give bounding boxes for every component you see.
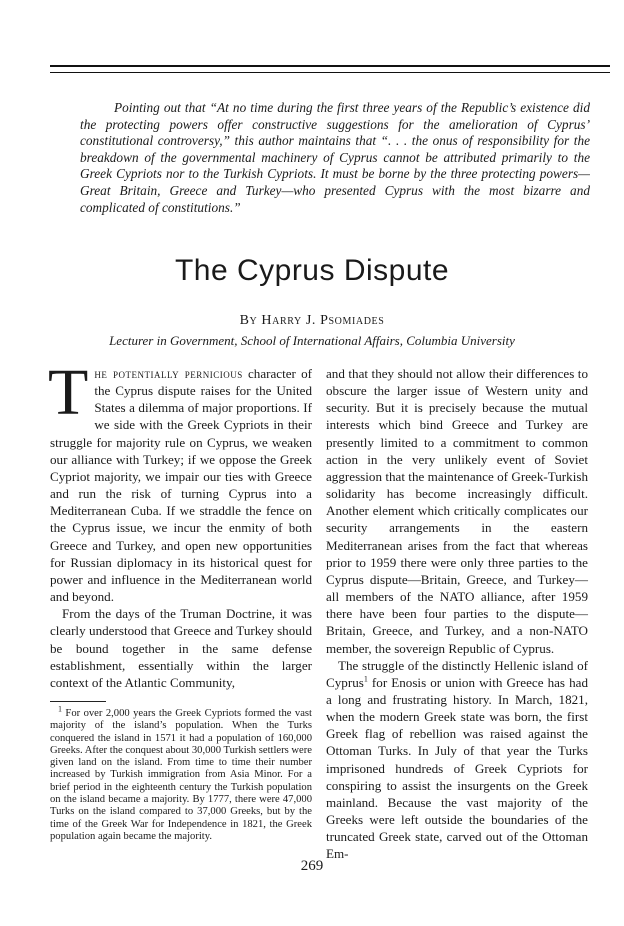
paragraph-4-text-b: for Enosis or union with Greece has had a long and frustrating history. In March, 1821, when the modern Greek state was born, the first Greek flag of rebellion was raised against the Ottoman Turks. In July of that year the Turks imprisoned hundreds of Greek Cypriots for conspiring to assist the insurgents on the Greek mainland. Because the vast majority of the Greeks were left outside the boundaries of the truncated Greek state, carved out of the Ottoman Em- [326, 674, 588, 862]
author-affiliation: Lecturer in Government, School of International Affairs, Columbia University [109, 333, 515, 348]
page-number: 269 [300, 858, 324, 874]
paragraph-1-text: character of the Cyprus dispute raises for the United States a dilemma of major proportions. If we side with the Greek Cypriots in their struggle for majority rule on Cyprus, we weaken our alliance with Turkey; if we oppose the Greek Cypriot majority, we impair our ties with Greece and run the risk of turning Cyprus into a Mediterranean Cuba. If we straddle the fence on the Cyprus issue, we incur the enmity of both Greece and Turkey, and open new opportunities for Russian diplomacy in its historical quest for power and influence in the Mediterranean world and beyond. [50, 366, 313, 605]
drop-cap: T [48, 356, 89, 429]
paragraph-4 [326, 657, 588, 863]
footnote [50, 704, 312, 843]
author-byline: By Harry J. Psomiades [239, 313, 385, 328]
header-rule-thin [50, 72, 610, 73]
right-column [326, 365, 588, 863]
footnote-rule [50, 701, 106, 702]
article-title: The Cyprus Dispute [174, 254, 450, 287]
header-rule [50, 65, 610, 67]
lead-in-small-caps: he potentially pernicious [94, 366, 243, 381]
paragraph-4-text-a: The struggle of the distinctly Hellenic island of Cyprus [326, 657, 588, 690]
footnote-marker: 1 [58, 704, 62, 714]
footnote-text: For over 2,000 years the Greek Cypriots formed the vast majority of the island’s population. When the Turks conquered the island in 1571 it had a population of 160,000 Greeks. After the conquest about 30,000 Turkish settlers were given land on the island. From time to time their number increased by Turkish immigration from Asia Minor. For a brief period in the eighteenth century the Turkish population on the island became a majority. By 1777, there were 47,000 Turks on the island compared to 37,000 Greeks, but by the time of the Greek War for Independence in 1821, the Greek population again became the majority. [50, 707, 312, 842]
paragraph-3: and that they should not allow their differences to obscure the larger issue of Western unity and security. But it is precisely because the mutual interests which bind Greece and Turkey are presently limited to a commitment to common action in the very unlikely event of Soviet aggression that the maintenance of Greek-Turkish solidarity has become increasingly difficult. Another element which critically complicates our security arrangements in the eastern Mediterranean arises from the fact that whereas prior to 1959 there were only three parties to the Cyprus dispute—Britain, Greece, and Turkey—all members of the NATO alliance, after 1959 there have been four parties to the dispute—Britain, Greece, and Turkey, and a non-NATO member, the sovereign Republic of Cyprus. [326, 366, 588, 656]
footnote-reference: 1 [363, 674, 368, 684]
paragraph-2: From the days of the Truman Doctrine, it was clearly understood that Greece and Turkey should be bound together in the same defense establishment, essentially within the larger context of the Atlantic Community, [50, 606, 312, 690]
abstract: Pointing out that “At no time during the first three years of the Republic’s existence did the protecting powers offer constructive suggestions for the amelioration of Cyprus’ constitutional controversy,” this author maintains that “. . . the onus of responsibility for the breakdown of the governmental machinery of Cyprus cannot be attributed primarily to the Greek Cypriots nor to the Turkish Cypriots. It must be borne by the three protecting powers—Great Britain, Greece and Turkey—who presented Cyprus with the most bizarre and complicated of constitutions.” [80, 100, 590, 215]
paragraph-1 [48, 356, 313, 605]
left-column [48, 356, 313, 843]
